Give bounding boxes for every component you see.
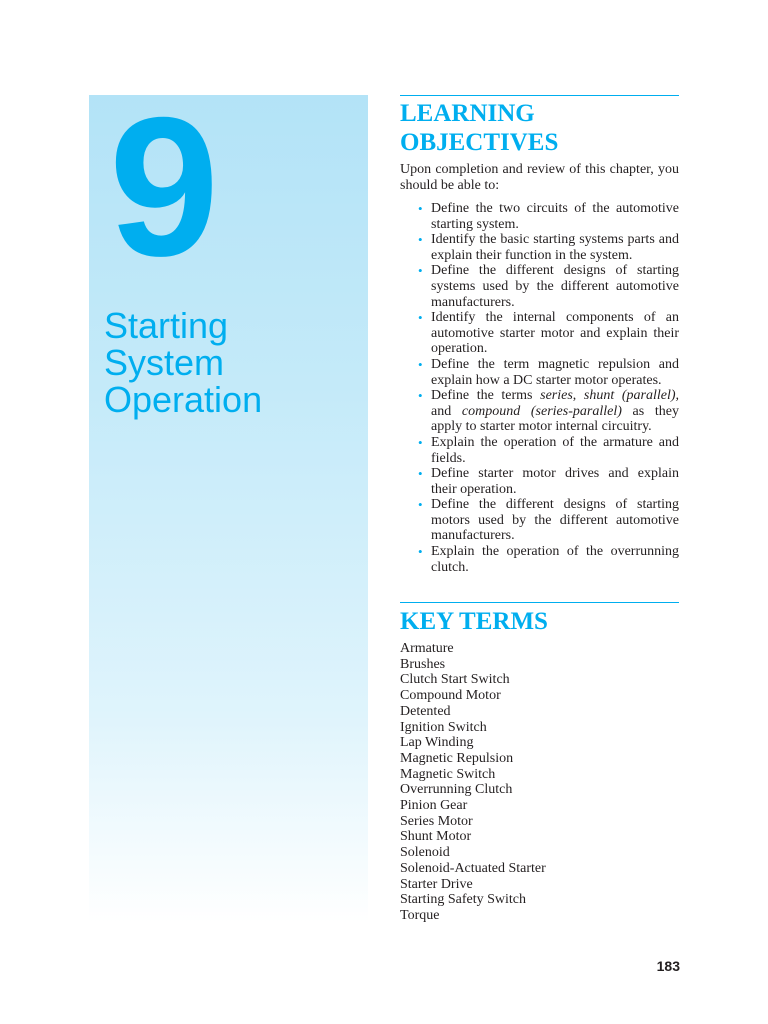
key-term: Lap Winding	[400, 735, 474, 751]
chapter-number: 9	[109, 76, 216, 297]
objective-item	[416, 388, 679, 435]
key-term: Series Motor	[400, 813, 473, 829]
objective-item	[416, 232, 679, 263]
chapter-title	[104, 307, 262, 418]
key-term: Magnetic Repulsion	[400, 750, 514, 766]
objective-text: Explain the operation of the armature and fields.	[431, 434, 679, 466]
page-number: 183	[656, 958, 680, 974]
learning-objectives-heading	[400, 99, 679, 157]
key-term: Overrunning Clutch	[400, 782, 513, 798]
objective-item	[416, 435, 679, 466]
objective-text: Identify the basic starting systems parts and explain their function in the system.	[431, 232, 679, 263]
objective-text: Explain the operation of the overrunning clutch.	[431, 544, 679, 575]
objective-item	[416, 201, 679, 232]
objective-text: Define the term magnetic repulsion and explain how a DC starter motor operates.	[431, 356, 679, 388]
key-term: Detented	[400, 703, 451, 719]
bullet-icon: •	[418, 201, 423, 216]
chapter-title-line: Starting	[104, 305, 229, 346]
objective-item	[416, 544, 679, 575]
key-term: Shunt Motor	[400, 829, 472, 845]
objective-text: as they apply to starter motor internal circuitry.	[431, 403, 679, 435]
bullet-icon: •	[418, 232, 423, 248]
bullet-icon: •	[418, 263, 423, 279]
chapter-title-line: Operation	[104, 379, 263, 420]
chapter-title-line: System	[104, 342, 225, 383]
key-terms-list	[400, 641, 679, 924]
objective-term: compound (series-parallel)	[461, 403, 622, 419]
objective-term: shunt (parallel),	[583, 388, 680, 404]
section-divider	[400, 602, 679, 603]
heading-line: LEARNING	[400, 100, 535, 127]
objective-item	[416, 310, 679, 357]
objectives-list	[416, 201, 679, 575]
objective-item	[416, 263, 679, 310]
bullet-icon: •	[418, 356, 423, 372]
bullet-icon: •	[418, 497, 423, 513]
bullet-icon: •	[418, 466, 423, 482]
objective-text: Identify the internal components of an automotive starter motor and explain their operation.	[431, 310, 679, 357]
objectives-intro: Upon completion and review of this chapter, you should be able to:	[400, 162, 679, 193]
objective-item	[416, 497, 679, 544]
key-terms-heading: KEY TERMS	[400, 608, 548, 635]
objective-item	[416, 357, 679, 388]
objective-text: ,	[572, 388, 584, 404]
bullet-icon: •	[418, 310, 423, 326]
objective-text: Define the terms	[431, 388, 541, 404]
section-divider	[400, 95, 679, 96]
objective-text: Define the two circuits of the automotive starting system.	[431, 201, 679, 232]
key-term: Compound Motor	[400, 688, 501, 704]
objective-term: series	[540, 388, 573, 404]
objective-item	[416, 466, 679, 497]
objective-text: Define the different designs of starting systems used by the different automotive manufacturers.	[431, 263, 679, 310]
key-term: Armature	[400, 641, 454, 656]
key-term: Solenoid	[400, 845, 450, 861]
bullet-icon: •	[418, 388, 423, 404]
objective-text: and	[431, 403, 462, 419]
key-term: Starter Drive	[400, 876, 473, 892]
key-term: Brushes	[400, 656, 446, 672]
key-term: Clutch Start Switch	[400, 672, 510, 688]
objective-text: Define starter motor drives and explain their operation.	[431, 466, 679, 497]
bullet-icon: •	[418, 544, 423, 560]
key-term: Pinion Gear	[400, 798, 468, 814]
heading-line: OBJECTIVES	[400, 129, 559, 156]
key-term: Ignition Switch	[400, 719, 487, 735]
key-term: Solenoid-Actuated Starter	[400, 860, 546, 876]
objective-text: Define the different designs of starting motors used by the different automotive manufacturers.	[431, 497, 679, 544]
key-term: Torque	[400, 907, 440, 923]
key-term: Starting Safety Switch	[400, 892, 526, 908]
bullet-icon: •	[418, 434, 423, 450]
key-term: Magnetic Switch	[400, 766, 496, 782]
